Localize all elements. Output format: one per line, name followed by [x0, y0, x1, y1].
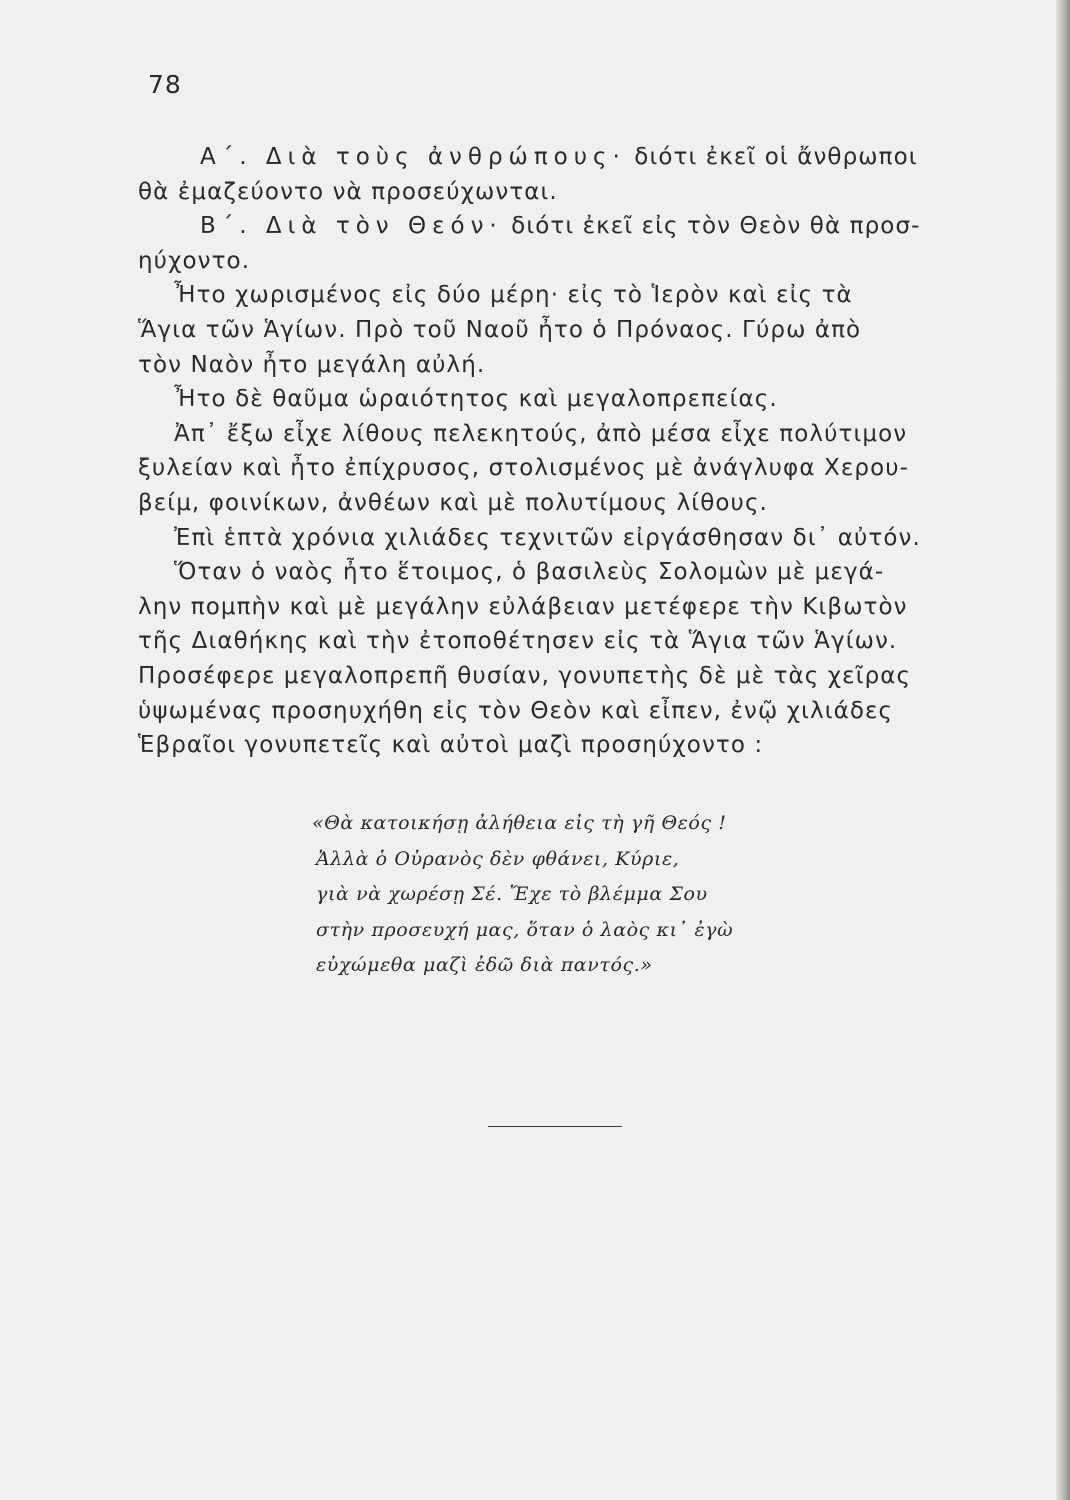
line-text: Ἅγια τῶν Ἁγίων. Πρὸ τοῦ Ναοῦ ἦτο ὁ Πρόναος. Γύρω ἀπὸ	[138, 316, 862, 343]
text-line	[138, 728, 998, 763]
line-text: ηύχοντο.	[138, 247, 251, 274]
line-text: διότι ἐκεῖ εἰς τὸν Θεὸν θὰ προσ-	[502, 213, 921, 240]
page-binding-edge	[1056, 0, 1070, 1500]
line-text: λην πομπὴν καὶ μὲ μεγάλην εὐλάβειαν μετέφερε τὴν Κιβωτὸν	[138, 593, 908, 620]
poem-line: εὐχώμεθα μαζὶ ἐδῶ διὰ παντός.»	[316, 954, 653, 976]
line-text: θὰ ἐμαζεύοντο νὰ προσεύχωνται.	[138, 178, 558, 205]
line-text: Ἦτο δὲ θαῦμα ὡραιότητος καὶ μεγαλοπρεπείας.	[174, 386, 778, 413]
line-text: Ἦτο χωρισμένος εἰς δύο μέρη· εἰς τὸ Ἱερὸν καὶ εἰς τὰ	[174, 282, 853, 309]
text-line	[138, 313, 998, 348]
line-text: Ἑβραῖοι γονυπετεῖς καὶ αὐτοὶ μαζὶ προσηύχοντο :	[138, 732, 764, 759]
line-text: τὸν Ναὸν ἦτο μεγάλη αὐλή.	[138, 351, 486, 378]
page-number: 78	[148, 70, 182, 99]
poem-line: στὴν προσευχή μας, ὅταν ὁ λαὸς κι᾿ ἐγὼ	[316, 918, 734, 941]
line-text: τῆς Διαθήκης καὶ τὴν ἐτοποθέτησεν εἰς τὰ Ἅγια τῶν Ἁγίων.	[138, 628, 898, 655]
text-line	[138, 659, 998, 694]
line-text: Προσέφερε μεγαλοπρεπῆ θυσίαν, γονυπετὴς δὲ μὲ τὰς χεῖρας	[138, 662, 912, 689]
text-line	[138, 140, 998, 175]
text-line	[138, 278, 998, 313]
line-text: ὑψωμένας προσηυχήθη εἰς τὸν Θεὸν καὶ εἶπεν, ἐνῷ χιλιάδες	[138, 697, 894, 724]
text-line	[138, 348, 998, 383]
line-text: Ὅταν ὁ ναὸς ἦτο ἕτοιμος, ὁ βασιλεὺς Σολομὼν μὲ μεγά-	[174, 559, 885, 586]
poem-quote	[312, 806, 872, 984]
text-line	[138, 382, 998, 417]
text-line	[138, 555, 998, 590]
text-line	[138, 694, 998, 729]
line-text: Ἀπ᾿ ἔξω εἶχε λίθους πελεκητούς, ἀπὸ μέσα εἶχε πολύτιμον	[174, 420, 908, 447]
text-line	[138, 417, 998, 452]
text-line	[138, 451, 998, 486]
line-text: βείμ, φοινίκων, ἀνθέων καὶ μὲ πολυτίμους λίθους.	[138, 489, 768, 516]
line-text: ξυλείαν καὶ ἦτο ἐπίχρυσος, στολισμένος μὲ ἀνάγλυφα Χερου-	[138, 455, 910, 482]
end-rule-divider	[488, 1126, 622, 1127]
poem-line: γιὰ νὰ χωρέσῃ Σέ. Ἔχε τὸ βλέμμα Σου	[316, 883, 708, 905]
text-line	[138, 175, 998, 210]
text-line	[138, 590, 998, 625]
poem-line: Ἀλλὰ ὁ Οὐρανὸς δὲν φθάνει, Κύριε,	[316, 847, 680, 870]
body-text	[138, 140, 998, 763]
spaced-heading: Β΄. Διὰ τὸν Θεόν·	[200, 213, 503, 240]
text-line	[138, 244, 998, 279]
line-text: Ἐπὶ ἑπτὰ χρόνια χιλιάδες τεχνιτῶν εἰργάσθησαν δι᾿ αὐτόν.	[174, 524, 921, 551]
line-text: διότι ἐκεῖ οἱ ἄνθρωποι	[625, 144, 918, 170]
spaced-heading: Α΄. Διὰ τοὺς ἀνθρώπους·	[200, 144, 626, 170]
poem-line: «Θὰ κατοικήσῃ ἀλήθεια εἰς τὴ γῆ Θεός !	[312, 812, 727, 834]
text-line	[138, 486, 998, 521]
text-line	[138, 209, 998, 244]
text-line	[138, 624, 998, 659]
text-line	[138, 521, 998, 556]
